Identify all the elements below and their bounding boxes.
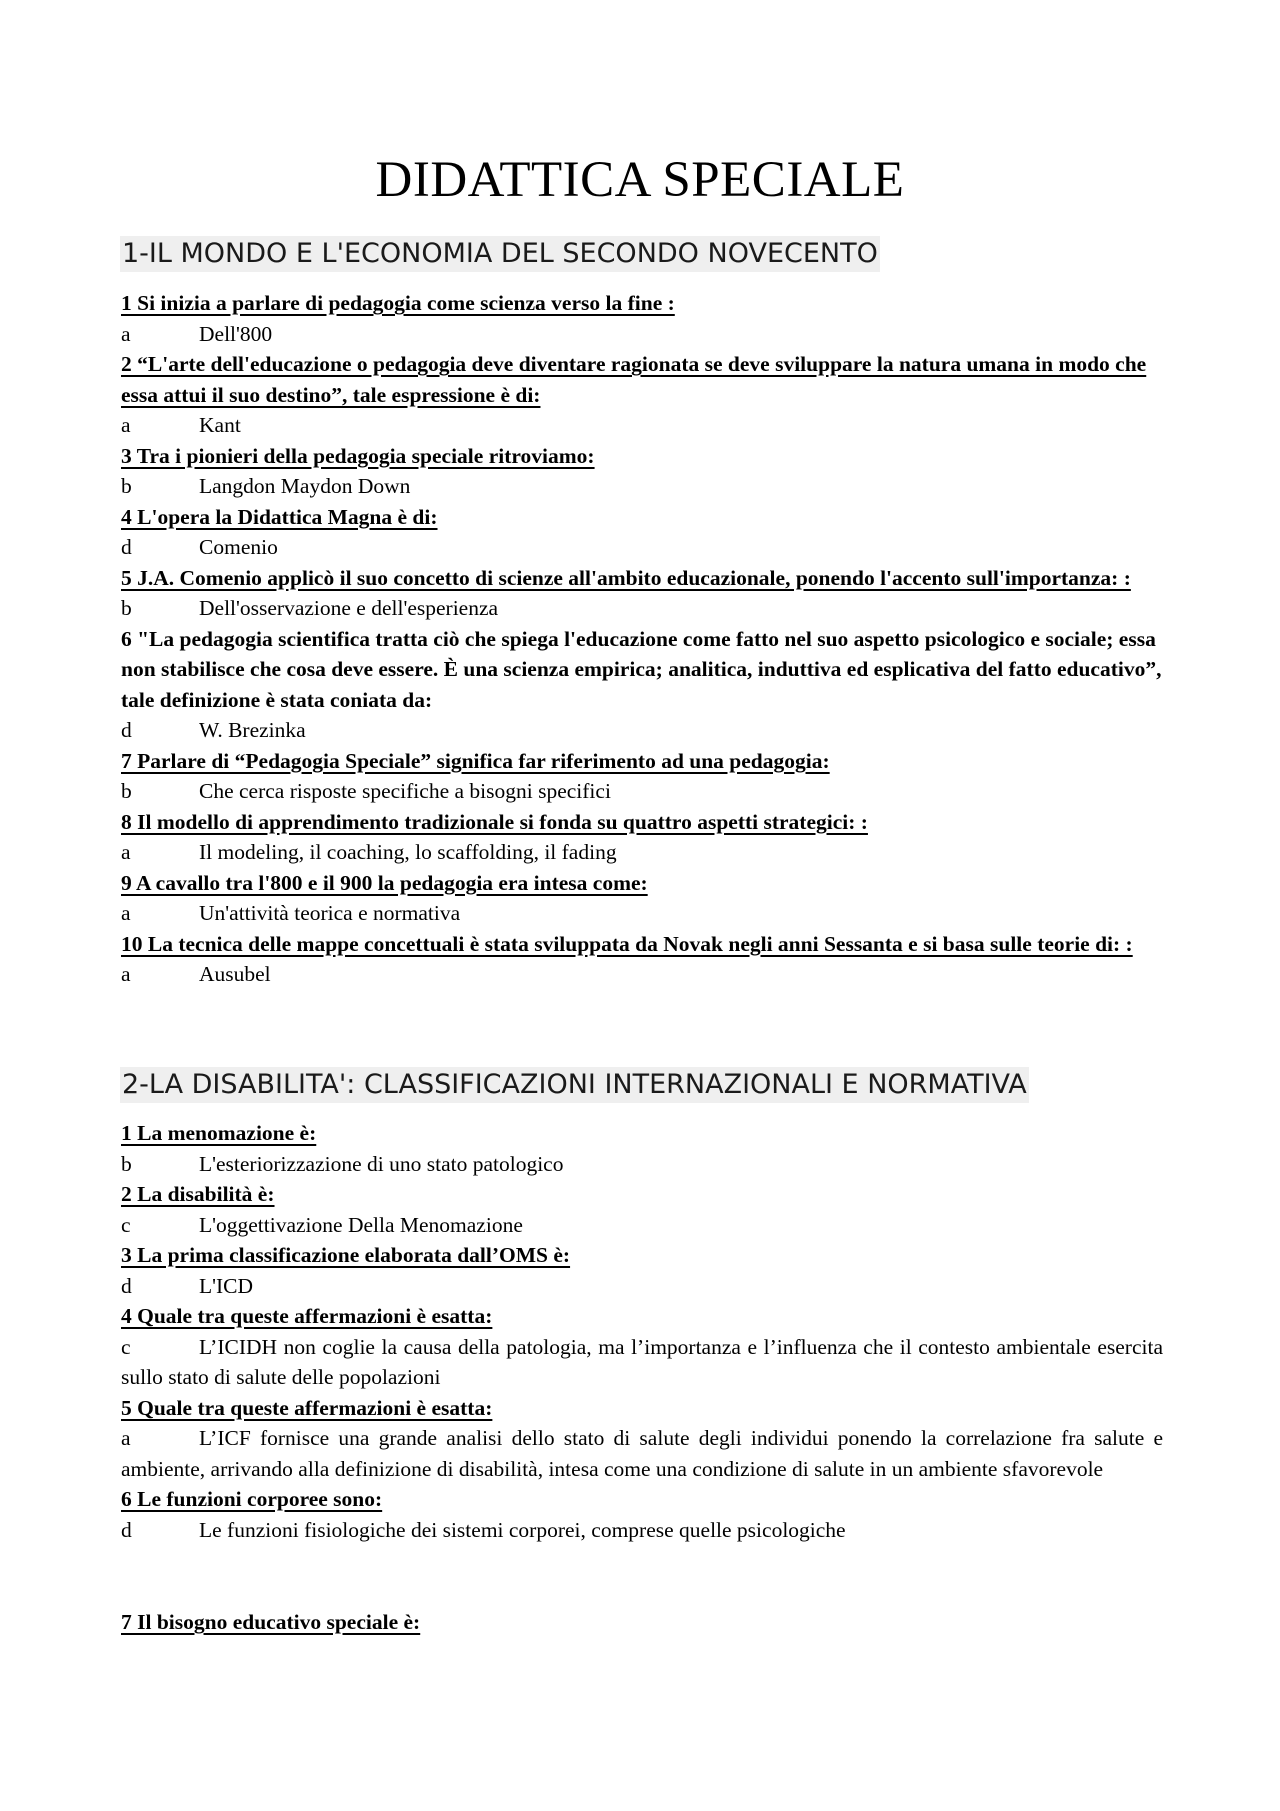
section-1-heading: 1-IL MONDO E L'ECONOMIA DEL SECONDO NOVECENTO: [120, 236, 880, 272]
question-2-6: 6 Le funzioni corporee sono:: [121, 1487, 383, 1511]
answer-text: Dell'osservazione e dell'esperienza: [199, 596, 499, 620]
answer-text: Kant: [199, 413, 241, 437]
question-1-6: 6 "La pedagogia scientifica tratta ciò che spiega l'educazione come fatto nel suo aspetto psicologico e sociale; essa non stabilisce che cosa deve essere. È una scienza empirica; analitica, induttiva ed esplicativa del fatto educativo”, tale definizione è stata coniata da:: [121, 626, 1162, 712]
question-2-3: 3 La prima classificazione elaborata dall’OMS è:: [121, 1243, 571, 1267]
question-1-9: 9 A cavallo tra l'800 e il 900 la pedagogia era intesa come:: [121, 870, 648, 895]
answer-1-3: [121, 471, 1163, 502]
blank-lines: [121, 1545, 1163, 1607]
answer-letter: b: [121, 596, 132, 620]
question-1-5: 5 J.A. Comenio applicò il suo concetto di scienze all'ambito educazionale, ponendo l'accento sull'importanza: :: [121, 565, 1131, 590]
answer-letter: c: [121, 1334, 131, 1359]
question-2-5: 5 Quale tra queste affermazioni è esatta:: [121, 1395, 493, 1420]
answer-text: W. Brezinka: [199, 718, 306, 742]
question-2-1: 1 La menomazione è:: [121, 1121, 317, 1145]
question-2-2: 2 La disabilità è:: [121, 1182, 275, 1206]
answer-letter: b: [121, 474, 132, 498]
answer-1-10: [121, 959, 1163, 990]
question-1-8: 8 Il modello di apprendimento tradizionale si fonda su quattro aspetti strategici: :: [121, 809, 868, 834]
section-1-quiz: [121, 288, 1163, 990]
answer-text: L'esteriorizzazione di uno stato patologico: [199, 1151, 564, 1176]
answer-letter: b: [121, 779, 132, 803]
answer-1-1: [121, 319, 1163, 350]
answer-1-9: [121, 898, 1163, 929]
answer-letter: a: [121, 962, 131, 986]
answer-2-6: [121, 1515, 1163, 1546]
answer-letter: a: [121, 1426, 131, 1450]
question-1-10: 10 La tecnica delle mappe concettuali è stata sviluppata da Novak negli anni Sessanta e si basa sulle teorie di: :: [121, 931, 1133, 956]
section-2-heading: 2-LA DISABILITA': CLASSIFICAZIONI INTERNAZIONALI E NORMATIVA: [120, 1067, 1029, 1103]
answer-text: Langdon Maydon Down: [199, 474, 411, 498]
answer-letter: c: [121, 1212, 131, 1237]
answer-letter: a: [121, 413, 131, 437]
answer-letter: a: [121, 901, 131, 925]
answer-1-4: [121, 532, 1163, 563]
answer-text: L'ICD: [199, 1273, 254, 1298]
answer-2-3: [121, 1271, 1163, 1302]
answer-2-2: [121, 1210, 1163, 1241]
answer-text: Che cerca risposte specifiche a bisogni specifici: [199, 779, 611, 803]
question-1-4: 4 L'opera la Didattica Magna è di:: [121, 504, 438, 529]
answer-1-2: [121, 410, 1163, 441]
question-1-1: 1 Si inizia a parlare di pedagogia come scienza verso la fine :: [121, 291, 675, 315]
answer-1-5: [121, 593, 1163, 624]
answer-letter: d: [121, 1273, 132, 1298]
question-2-4: 4 Quale tra queste affermazioni è esatta:: [121, 1304, 493, 1328]
answer-2-5: [121, 1423, 1163, 1484]
answer-text: Le funzioni fisiologiche dei sistemi corporei, comprese quelle psicologiche: [199, 1517, 846, 1542]
answer-2-4: [121, 1332, 1163, 1393]
answer-1-6: [121, 715, 1163, 746]
question-2-7: 7 Il bisogno educativo speciale è:: [121, 1610, 421, 1634]
answer-letter: d: [121, 535, 132, 559]
answer-letter: d: [121, 1517, 132, 1542]
question-1-2: 2 “L'arte dell'educazione o pedagogia deve diventare ragionata se deve sviluppare la natura umana in modo che essa attui il suo destino”, tale espressione è di:: [121, 352, 1147, 407]
answer-text: Un'attività teorica e normativa: [199, 901, 461, 925]
answer-1-7: [121, 776, 1163, 807]
answer-text: Dell'800: [199, 321, 273, 346]
answer-1-8: [121, 837, 1163, 868]
answer-text: Ausubel: [199, 962, 271, 986]
answer-letter: a: [121, 840, 131, 864]
answer-text: Comenio: [199, 535, 278, 559]
answer-text: Il modeling, il coaching, lo scaffolding, il fading: [199, 840, 617, 864]
answer-letter: d: [121, 718, 132, 742]
answer-letter: a: [121, 321, 131, 346]
answer-text: L’ICIDH non coglie la causa della patologia, ma l’importanza e l’influenza che il contesto ambientale esercita sullo stato di salute delle popolazioni: [121, 1334, 1163, 1389]
question-1-7: 7 Parlare di “Pedagogia Speciale” significa far riferimento ad una pedagogia:: [121, 748, 830, 773]
answer-2-1: [121, 1149, 1163, 1180]
section-2-quiz: [121, 1118, 1163, 1638]
answer-text: L’ICF fornisce una grande analisi dello stato di salute degli individui ponendo la correlazione fra salute e ambiente, arrivando alla definizione di disabilità, intesa come una condizione di salute in un ambiente sfavorevole: [121, 1426, 1163, 1481]
question-1-3: 3 Tra i pionieri della pedagogia speciale ritroviamo:: [121, 443, 595, 468]
document-title: DIDATTICA SPECIALE: [375, 152, 905, 208]
answer-letter: b: [121, 1151, 132, 1176]
answer-text: L'oggettivazione Della Menomazione: [199, 1212, 523, 1237]
